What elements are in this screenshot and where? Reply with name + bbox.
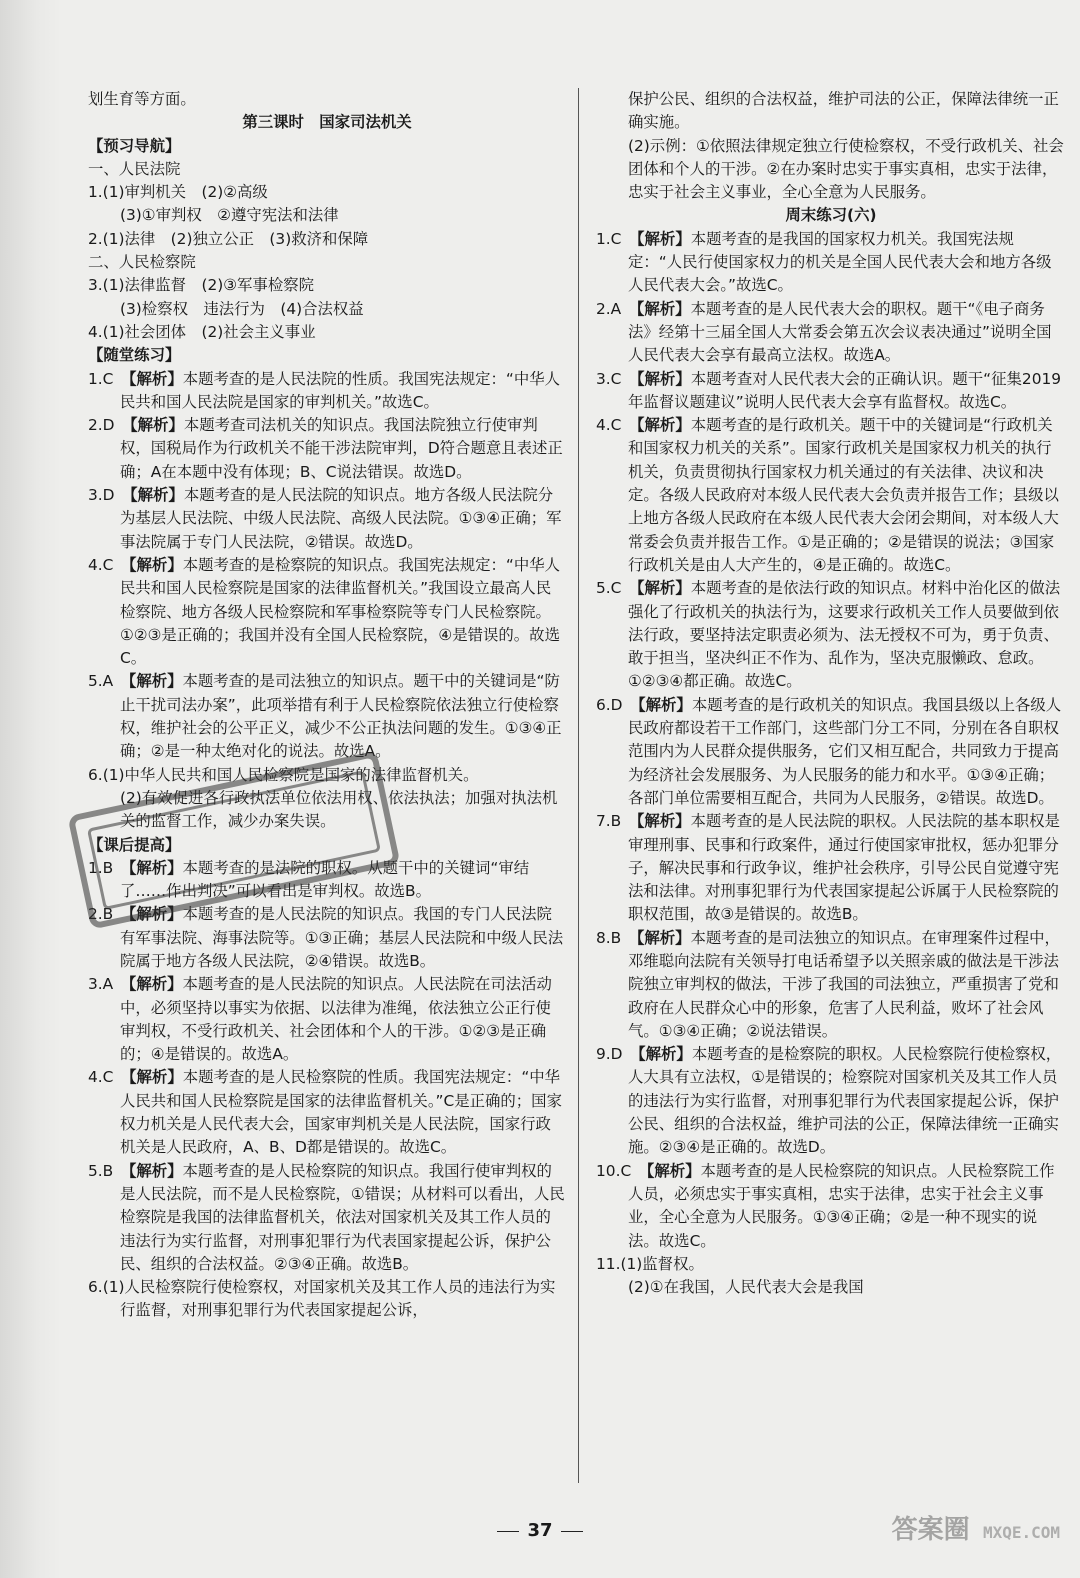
answer-item bbox=[596, 927, 1066, 1043]
item-number: 2.D bbox=[88, 416, 123, 435]
analysis-tag: 【解析】 bbox=[629, 579, 691, 598]
answer-item bbox=[596, 577, 1066, 693]
item-text: 本题考查的是行政机关的知识点。我国县级以上各级人民政府都设若干工作部门，这些部门分工不同，分别在各自职权范围内为人民群众提供服务，它们又相互配合，共同致力于提高为经济社会发展服务、为人民服务的能力和水平。①③④正确；各部门单位需要相互配合，共同为人民服务，②错误。故选D。 bbox=[628, 695, 1062, 807]
item-number: 9.D bbox=[596, 1045, 631, 1064]
binding-shadow bbox=[0, 0, 62, 1578]
answer-item bbox=[88, 1160, 566, 1276]
item-number: 7.B bbox=[596, 812, 629, 831]
item-text: (1)人民检察院行使检察权，对国家机关及其工作人员的违法行为实行监督，对刑事犯罪行为代表国家提起公诉， bbox=[102, 1278, 556, 1320]
item-number: 6.D bbox=[596, 695, 631, 714]
item-text: 本题考查的是人民法院的知识点。人民法院在司法活动中，必须坚持以事实为依据、以法律为准绳，依法独立公正行使审判权，不受行政机关、社会团体和个人的干涉。①②③是正确的；④是错误的。故选A。 bbox=[120, 975, 552, 1064]
answer-line: (3)检察权 违法行为 (4)合法权益 bbox=[120, 299, 364, 318]
item-text: 本题考查的是依法行政的知识点。材料中治化区的做法强化了行政机关的执法行为，这要求行政机关工作人员要做到依法行政，要坚持法定职责必须为、法无授权不可为，勇于负责、敢于担当，坚决纠正不作为、乱作为，坚决克服懒政、怠政。①②③④都正确。故选C。 bbox=[628, 579, 1061, 691]
analysis-tag: 【解析】 bbox=[120, 672, 183, 691]
item-text: 本题考查的是检察院的职权。人民检察院行使检察权，人大具有立法权，①是错误的；检察院对国家机关及其工作人员的违法行为实行监督，对刑事犯罪行为代表国家提起公诉，保护公民、组织的合法权益，维护司法的公正，保障法律统一正确实施。②③④是正确的。故选D。 bbox=[628, 1045, 1062, 1157]
answer-item bbox=[596, 694, 1066, 810]
answer-item bbox=[596, 1160, 1066, 1253]
text-line: 一、人民法院 bbox=[88, 159, 181, 178]
item-text: 本题考查的是人民检察院的性质。我国宪法规定：“中华人民共和国人民检察院是国家的法律监督机关。”C是正确的；国家权力机关是人民代表大会，国家审判机关是人民法院，国家行政机关是人民政府，A、B、D都是错误的。故选C。 bbox=[120, 1068, 562, 1157]
text-line: 1.(1)审判机关 (2)②高级 bbox=[88, 183, 268, 202]
answer-item bbox=[88, 484, 566, 554]
item-text: 本题考查的是人民法院的知识点。我国的专门人民法院有军事法院、海事法院等。①③正确；基层人民法院和中级人民法院属于地方各级人民法院，②④错误。故选B。 bbox=[120, 905, 564, 970]
item-text: 本题考查的是人民代表大会的职权。题干“《电子商务法》经第十三届全国人大常委会第五次会议表决通过”说明全国人民代表大会享有最高立法权。故选A。 bbox=[628, 299, 1052, 365]
analysis-tag: 【解析】 bbox=[628, 812, 691, 831]
item-number: 11. bbox=[596, 1254, 621, 1273]
item-number: 3.A bbox=[88, 975, 121, 994]
item-number: 10.C bbox=[596, 1161, 639, 1180]
item-number: 1.B bbox=[88, 858, 121, 877]
answer-item bbox=[596, 298, 1066, 368]
answer-item bbox=[88, 973, 566, 1066]
answer-line: (2)①在我国，人民代表大会是我国 bbox=[628, 1278, 864, 1297]
text-line: 二、人民检察院 bbox=[88, 253, 196, 272]
item-number: 4.C bbox=[88, 555, 122, 574]
analysis-tag: 【解析】 bbox=[122, 486, 184, 505]
analysis-tag: 【解析】 bbox=[120, 905, 183, 924]
answer-item bbox=[88, 554, 566, 670]
item-number: 5.C bbox=[596, 579, 630, 598]
item-number: 3.D bbox=[88, 486, 123, 505]
item-number: 3.C bbox=[596, 369, 630, 388]
section-title: 周末练习(六) bbox=[785, 206, 877, 225]
item-number: 8.B bbox=[596, 928, 629, 947]
item-text: 本题考查对人民代表大会的正确认识。题干“征集2019年监督议题建议”说明人民代表大会享有监督权。故选C。 bbox=[628, 369, 1062, 411]
item-number: 1.C bbox=[596, 229, 630, 248]
item-text: 本题考查司法机关的知识点。我国法院独立行使审判权，国税局作为行政机关不能干涉法院审判，D符合题意且表述正确；A在本题中没有体现；B、C说法错误。故选D。 bbox=[120, 416, 563, 481]
text-line: 4.(1)社会团体 (2)社会主义事业 bbox=[88, 322, 316, 341]
item-text: 本题考查的是法院的职权。从题干中的关键词“审结了……作出判决”可以看出是审判权。故选B。 bbox=[120, 858, 530, 901]
item-number: 4.C bbox=[88, 1068, 122, 1087]
analysis-tag: 【解析】 bbox=[121, 369, 183, 388]
analysis-tag: 【解析】 bbox=[630, 695, 692, 714]
stamp-text: 答案圈 bbox=[891, 1515, 970, 1545]
item-text: (1)中华人民共和国人民检察院是国家的法律监督机关。 bbox=[102, 765, 479, 784]
item-number: 1.C bbox=[88, 369, 122, 388]
answer-item bbox=[596, 368, 1066, 415]
item-text: 本题考查的是人民法院的性质。我国宪法规定：“中华人民共和国人民法院是国家的审判机关。”故选C。 bbox=[120, 369, 561, 411]
item-text: 本题考查的是人民法院的职权。人民法院的基本职权是审理刑事、民事和行政案件，通过行使国家审批权，惩办犯罪分子，解决民事和行政争议，维护社会秩序，引导公民自觉遵守宪法和法律。对刑事犯罪行为代表国家提起公诉属于人民检察院的职权范围，故③是错误的。故选B。 bbox=[628, 812, 1060, 924]
analysis-tag: 【解析】 bbox=[628, 299, 691, 318]
answer-item bbox=[88, 1066, 566, 1159]
right-column bbox=[596, 88, 1066, 1299]
column-divider bbox=[578, 88, 579, 1483]
answer-item bbox=[596, 810, 1066, 926]
answer-item bbox=[596, 1253, 1066, 1276]
item-text: 本题考查的是检察院的知识点。我国宪法规定：“中华人民共和国人民检察院是国家的法律监督机关。”我国设立最高人民检察院、地方各级人民检察院和军事检察院等专门人民检察院。①②③是正确的；我国并没有全国人民检察院，④是错误的。故选C。 bbox=[120, 555, 561, 668]
item-text: 本题考查的是人民检察院的知识点。我国行使审判权的是人民法院，而不是人民检察院，①错误；从材料可以看出，人民检察院是我国的法律监督机关，依法对国家机关及其工作人员的违法行为实行监督，对刑事犯罪行为代表国家提起公诉，保护公民、组织的合法权益。②③④正确。故选B。 bbox=[120, 1161, 565, 1273]
analysis-tag: 【解析】 bbox=[630, 1045, 692, 1064]
section-heading: 【随堂练习】 bbox=[88, 346, 181, 365]
item-number: 2.B bbox=[88, 905, 121, 924]
answer-line: (3)①审判权 ②遵守宪法和法律 bbox=[120, 206, 339, 225]
item-text: 本题考查的是行政机关。题干中的关键词是“行政机关和国家权力机关的关系”。国家行政机关是国家权力机关的执行机关，负责贯彻执行国家权力机关通过的有关法律、决议和决定。各级人民政府对本级人民代表大会负责并报告工作；县级以上地方各级人民政府在本级人民代表大会闭会期间，对本级人大常委会负责并报告工作。①是正确的；②是错误的说法；③国家行政机关是由人大产生的，④是正确的。故选C。 bbox=[628, 416, 1059, 574]
item-text: 本题考查的是人民法院的知识点。地方各级人民法院分为基层人民法院、中级人民法院、高级人民法院。①③④正确；军事法院属于专门人民法院，②错误。故选D。 bbox=[120, 486, 562, 551]
analysis-tag: 【解析】 bbox=[629, 369, 691, 388]
left-column bbox=[88, 88, 566, 1323]
analysis-tag: 【解析】 bbox=[629, 229, 691, 248]
item-text: 本题考查的是人民检察院的知识点。人民检察院工作人员，必须忠实于事实真相，忠实于法律，忠实于社会主义事业，全心全意为人民服务。①③④正确；②是一种不现实的说法。故选C。 bbox=[628, 1161, 1055, 1250]
analysis-tag: 【解析】 bbox=[628, 928, 691, 947]
item-text: 本题考查的是司法独立的知识点。题干中的关键词是“防止干扰司法办案”，此项举措有利于人民检察院依法独立行使检察权，维护社会的公平正义，减少不公正执法问题的发生。①③④正确；②是一种太绝对化的说法。故选A。 bbox=[120, 672, 562, 761]
page-number: 37 bbox=[0, 1520, 1080, 1541]
answer-item bbox=[88, 368, 566, 415]
site-watermark: 答案圈 MXQE.COM bbox=[891, 1515, 1060, 1545]
item-text: (1)监督权。 bbox=[620, 1254, 704, 1273]
answer-item bbox=[596, 1043, 1066, 1159]
item-number: 6. bbox=[88, 765, 103, 784]
answer-line: (2)示例：①依照法律规定独立行使检察权，不受行政机关、社会团体和个人的干涉。②在办案时忠实于事实真相，忠实于法律，忠实于社会主义事业，全心全意为人民服务。 bbox=[628, 136, 1064, 202]
answer-item bbox=[88, 414, 566, 484]
answer-line: 保护公民、组织的合法权益，维护司法的公正，保障法律统一正确实施。 bbox=[628, 90, 1059, 132]
answer-item bbox=[596, 414, 1066, 577]
analysis-tag: 【解析】 bbox=[121, 555, 183, 574]
analysis-tag: 【解析】 bbox=[120, 1161, 183, 1180]
answer-item bbox=[596, 228, 1066, 298]
item-text: 本题考查的是司法独立的知识点。在审理案件过程中，邓维聪向法院有关领导打电话希望予以关照亲戚的做法是干涉法院独立审判权的做法，干涉了我国的司法独立，严重损害了党和政府在人民群众心中的形象，危害了人民利益，败坏了社会风气。①③④正确；②说法错误。 bbox=[628, 928, 1060, 1040]
item-number: 2.A bbox=[596, 299, 629, 318]
text-line: 3.(1)法律监督 (2)③军事检察院 bbox=[88, 276, 314, 295]
stamp-mark bbox=[60, 745, 410, 945]
item-number: 5.B bbox=[88, 1161, 121, 1180]
text-line: 划生育等方面。 bbox=[88, 90, 196, 108]
section-heading: 【课后提高】 bbox=[88, 835, 181, 854]
item-number: 4.C bbox=[596, 416, 630, 435]
section-heading: 【预习导航】 bbox=[88, 136, 181, 155]
section-title: 第三课时 国家司法机关 bbox=[242, 113, 412, 132]
analysis-tag: 【解析】 bbox=[120, 858, 183, 877]
item-number: 6. bbox=[88, 1278, 103, 1297]
item-number: 5.A bbox=[88, 672, 121, 691]
analysis-tag: 【解析】 bbox=[629, 416, 691, 435]
answer-item bbox=[88, 1276, 566, 1323]
text-line: 2.(1)法律 (2)独立公正 (3)救济和保障 bbox=[88, 229, 369, 248]
answer-line: (2)有效促进各行政执法单位依法用权、依法执法；加强对执法机关的监督工作，减少办案失误。 bbox=[120, 788, 558, 831]
analysis-tag: 【解析】 bbox=[638, 1161, 701, 1180]
item-text: 本题考查的是我国的国家权力机关。我国宪法规定：“人民行使国家权力的机关是全国人民代表大会和地方各级人民代表大会。”故选C。 bbox=[628, 229, 1052, 295]
analysis-tag: 【解析】 bbox=[122, 416, 184, 435]
analysis-tag: 【解析】 bbox=[121, 1068, 183, 1087]
analysis-tag: 【解析】 bbox=[120, 975, 183, 994]
